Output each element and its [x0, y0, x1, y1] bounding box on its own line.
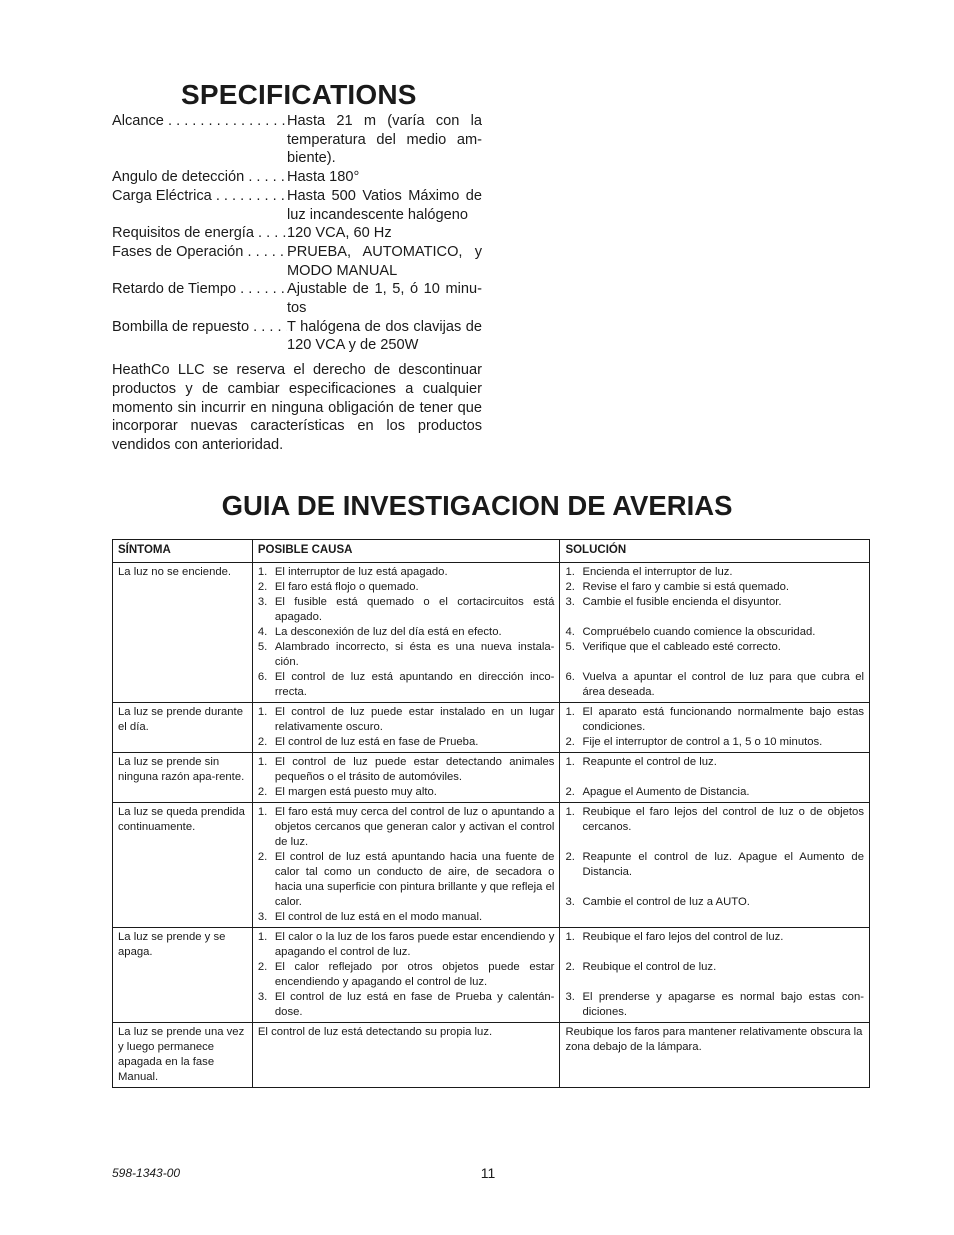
- table-row: [113, 563, 870, 703]
- list-item: 5. Alambrado incorrecto, si ésta es una nueva instala-ción.: [257, 641, 555, 668]
- symptom-cell: La luz se prende una vez y luego permanece apagada en la fase Manual.: [113, 1023, 253, 1088]
- cause-cell: [252, 753, 560, 803]
- spec-row-time-delay: [112, 280, 482, 317]
- list-item: 2. El faro está flojo o quemado.: [257, 581, 419, 593]
- spec-value: Hasta 500 Vatios Máximo de luz incandescente halógeno: [287, 187, 482, 223]
- list-item: 2. El control de luz está en fase de Prueba.: [257, 736, 479, 748]
- spec-row-detection-angle: [112, 168, 482, 187]
- list-item: 2. Apague el Aumento de Distancia.: [565, 786, 750, 798]
- header-solution: SOLUCIÓN: [560, 540, 870, 563]
- list-item: 1. El faro está muy cerca del control de luz o apuntando a objetos cercanos que generan calor y activan el control de luz.: [257, 806, 555, 848]
- specifications-disclaimer: HeathCo LLC se reserva el derecho de descontinuar productos y de cambiar especificaciones a cualquier momento sin incurrir en ninguna obligación de tener que incorporar nuevas características en los productos vendidos con anterioridad.: [112, 362, 482, 453]
- list-item: 3. El control de luz está en fase de Prueba y calentán-dose.: [257, 991, 555, 1018]
- spec-value: T halógena de dos clavijas de 120 VCA y de 250W: [287, 318, 482, 354]
- list-item: 6. El control de luz está apuntando en dirección inco-rrecta.: [257, 671, 555, 698]
- list-item: 3. Cambie el fusible encienda el disyuntor.: [565, 596, 782, 608]
- cause-cell: El control de luz está detectando su propia luz.: [252, 1023, 560, 1088]
- solution-cell: [560, 563, 870, 703]
- cause-cell: [252, 563, 560, 703]
- solution-cell: [560, 928, 870, 1023]
- spec-row-replacement-bulb: [112, 318, 482, 355]
- spec-label: Angulo de detección . . .: [112, 168, 287, 187]
- spec-value: Hasta 21 m (varía con la temperatura del medio am-biente).: [287, 113, 482, 167]
- list-item: 1. Reubique el faro lejos del control de luz.: [565, 931, 784, 943]
- spec-value: 120 VCA, 60 Hz: [287, 225, 392, 242]
- list-item: 4. Compruébelo cuando comience la obscuridad.: [565, 626, 816, 638]
- header-symptom: SÍNTOMA: [113, 540, 253, 563]
- spec-row-operating-modes: [112, 243, 482, 280]
- symptom-cell: La luz no se enciende.: [113, 563, 253, 703]
- specifications-title: SPECIFICATIONS: [181, 79, 417, 110]
- symptom-cell: La luz se queda prendida continuamente.: [113, 803, 253, 928]
- spec-label: Fases de Operación . . .: [112, 243, 287, 280]
- header-possible-cause: POSIBLE CAUSA: [252, 540, 560, 563]
- symptom-cell: La luz se prende sin ninguna razón apa-rente.: [113, 753, 253, 803]
- spec-value: Hasta 180°: [287, 169, 360, 186]
- page-number: 11: [480, 1165, 496, 1181]
- list-item: 5. Verifique que el cableado esté correcto.: [565, 641, 781, 653]
- table-row: [113, 928, 870, 1023]
- list-item: 4. La desconexión de luz del día está en efecto.: [257, 626, 502, 638]
- spec-row-electrical-load: [112, 187, 482, 224]
- table-row: [113, 703, 870, 753]
- document-code: 598-1343-00: [112, 1166, 181, 1180]
- list-item: 2. El margen está puesto muy alto.: [257, 786, 437, 798]
- list-item: 1. El aparato está funcionando normalmente bajo estas condiciones.: [565, 706, 864, 733]
- list-item: 1. El control de luz puede estar instalado en un lugar relativamente oscuro.: [257, 706, 555, 733]
- cause-cell: [252, 703, 560, 753]
- list-item: 3. El prenderse y apagarse es normal bajo estas con-diciones.: [565, 991, 864, 1018]
- list-item: 1. El calor o la luz de los faros puede estar encendiendo y apagando el control de luz.: [257, 931, 555, 958]
- list-item: 1. El interruptor de luz está apagado.: [257, 566, 448, 578]
- list-item: 2. Reapunte el control de luz. Apague el Aumento de Distancia.: [565, 851, 864, 878]
- spec-label: Bombilla de repuesto . . .: [112, 318, 287, 355]
- list-item: 1. El control de luz puede estar detectando animales pequeños o el trásito de automóviles.: [257, 756, 555, 783]
- list-item: 3. Cambie el control de luz a AUTO.: [565, 896, 750, 908]
- symptom-cell: La luz se prende durante el día.: [113, 703, 253, 753]
- solution-cell: [560, 703, 870, 753]
- list-item: 3. El fusible está quemado o el cortacircuitos está apagado.: [257, 596, 555, 623]
- table-row: [113, 1023, 870, 1088]
- table-row: [113, 803, 870, 928]
- specifications-section: [112, 78, 482, 469]
- symptom-cell: La luz se prende y se apaga.: [113, 928, 253, 1023]
- solution-cell: [560, 803, 870, 928]
- table-header-row: [113, 540, 870, 563]
- spec-label: Alcance . . .: [112, 112, 287, 168]
- list-item: 1. Reapunte el control de luz.: [565, 756, 717, 768]
- spec-label: Carga Eléctrica . . .: [112, 187, 287, 224]
- spec-label: Requisitos de energía . . .: [112, 224, 287, 243]
- list-item: 2. Fije el interruptor de control a 1, 5 o 10 minutos.: [565, 736, 823, 748]
- table-row: [113, 753, 870, 803]
- cause-cell: [252, 928, 560, 1023]
- spec-row-power-requirements: [112, 224, 482, 243]
- spec-row-range: [112, 112, 482, 168]
- spec-label: Retardo de Tiempo . . .: [112, 280, 287, 317]
- list-item: 2. El control de luz está apuntando hacia una fuente de calor tal como un conducto de aire, de secadora o hacia una superficie con pintura brillante y que refleja el calor.: [257, 851, 555, 908]
- list-item: 1. Encienda el interruptor de luz.: [565, 566, 733, 578]
- list-item: 2. Revise el faro y cambie si está quemado.: [565, 581, 790, 593]
- list-item: 2. Reubique el control de luz.: [565, 961, 717, 973]
- cause-cell: [252, 803, 560, 928]
- list-item: 1. Reubique el faro lejos del control de luz o de objetos cercanos.: [565, 806, 864, 833]
- list-item: 2. El calor reflejado por otros objetos puede estar encendiendo y apagando el control de luz.: [257, 961, 555, 988]
- spec-value: PRUEBA, AUTOMATICO, y MODO MANUAL: [287, 243, 482, 279]
- list-item: 6. Vuelva a apuntar el control de luz para que cubra el área deseada.: [565, 671, 864, 698]
- troubleshooting-title: GUIA DE INVESTIGACION DE AVERIAS: [221, 490, 733, 521]
- spec-value: Ajustable de 1, 5, ó 10 minu-tos: [287, 281, 482, 317]
- troubleshooting-table: [112, 539, 870, 1088]
- spec-list: [112, 112, 482, 355]
- solution-cell: Reubique los faros para mantener relativamente obscura la zona debajo de la lámpara.: [560, 1023, 870, 1088]
- solution-cell: [560, 753, 870, 803]
- list-item: 3. El control de luz está en el modo manual.: [257, 911, 483, 923]
